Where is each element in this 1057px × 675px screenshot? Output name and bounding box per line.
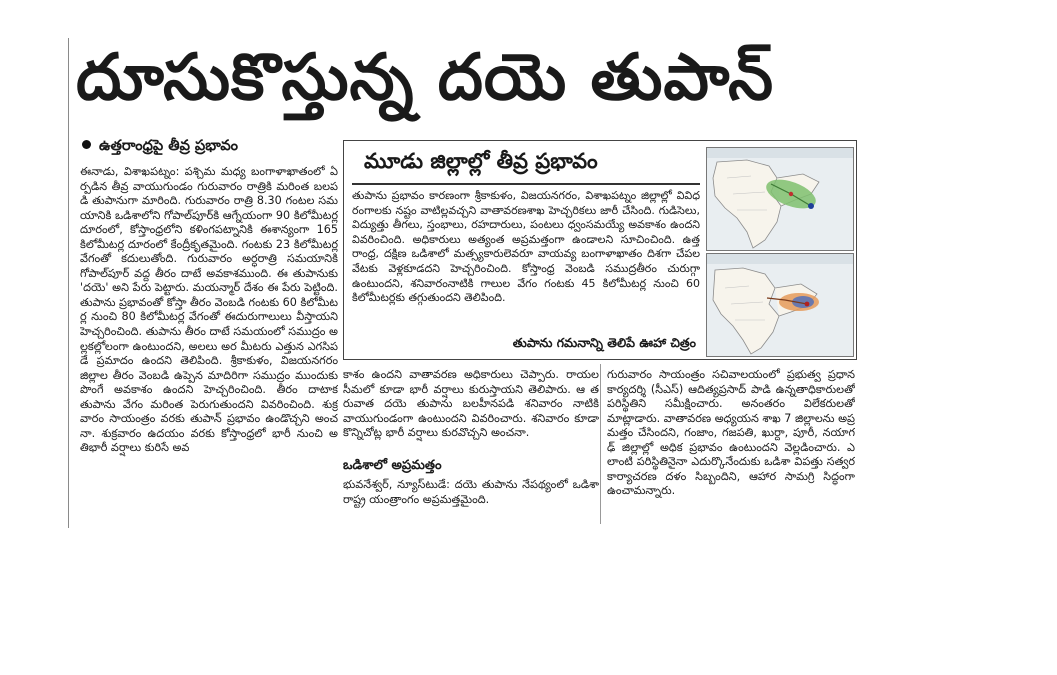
map-caption: తుపాను గమనాన్ని తెలిపే ఊహా చిత్రం [512,335,696,350]
box-title-rule [352,183,700,185]
cyclone-track-map-2 [706,253,854,357]
article-column-2: కాశం ఉందని వాతావరణ అధికారులు చెప్పారు. రాయలసీమలో కూడా భారీ వర్షాలు కురుస్తాయని తెలిపారు. ఆ తరువాత దయె తుపాను బలహీనపడి శనివారం నాటికి వాయుగుండంగా ఉంటుందని వివరించారు. శనివారం కూడా కొన్నిచోట్ల భారీ వర్షాలు కురవొచ్చని అంచనా. [343,368,599,440]
left-column-rule [68,38,69,528]
subsection-heading: ఒడిశాలో అప్రమత్తం [343,458,442,473]
article-column-3: గురువారం సాయంత్రం సచివాలయంలో ప్రభుత్వ ప్రధాన కార్యదర్శి (సీఎస్) ఆదిత్యప్రసాద్ పాడి ఉన్నతాధికారులతో పరిస్థితిని సమీక్షించారు. అనంతరం విలేకరులతో మాట్లాడారు. వాతావరణ అధ్యయన శాఖ 7 జిల్లాలను అప్రమత్తం చేసిందని, గంజాం, గజపతి, ఖుర్దా, పూరీ, నయాగఢ్ జిల్లాల్లో అధిక ప్రభావం ఉంటుందని వెల్లడించారు. ఎలాంటి పరిస్థితినైనా ఎదుర్కొనేందుకు ఒడిశా విపత్తు సత్వర కార్యాచరణ దళం సిబ్బందిని, ఆహార సామగ్రి సిద్ధంగా ఉంచామన్నారు. [607,368,855,498]
column-divider [600,364,601,524]
box-title: మూడు జిల్లాల్లో తీవ్ర ప్రభావం [364,149,598,173]
article-column-2-continued: భువనేశ్వర్, న్యూస్‌టుడే: దయె తుపాను నేపథ్యంలో ఒడిశా రాష్ట్ర యంత్రాంగం అప్రమత్తమైంది. [343,478,599,506]
map-2-graphic [707,254,853,356]
box-body: తుపాను ప్రభావం కారణంగా శ్రీకాకుళం, విజయనగరం, విశాఖపట్నం జిల్లాల్లో వివిధ రంగాలకు నష్టం వాటిల్లవచ్చని వాతావరణశాఖ హెచ్చరికలు జారీ చేసింది. గుడిసెలు, విద్యుత్తు తీగలు, స్తంభాలు, రహదారులు, పంటలు ధ్వంసమయ్యే అవకాశం ఉందని వివరించింది. అధికారులు అత్యంత అప్రమత్తంగా ఉండాలని సూచించింది. ఉత్తరాంధ్ర, దక్షిణ ఒడిశాలో మత్స్యకారులెవరూ వాయవ్య బంగాళాఖాతం దిశగా చేపల వేటకు వెళ్లకూడదని హెచ్చరించింది. కోస్తాంధ్ర వెంబడి సముద్రతీరం చురుగ్గా ఉంటుందని, శనివారంనాటికి గాలుల వేగం గంటకు 45 కిలోమీటర్ల నుంచి 60 కిలోమీటర్లకు తగ్గుతుందని తెలిపింది. [352,189,700,305]
map-1-graphic [707,148,853,250]
bullet-icon [82,140,91,149]
sidebar-box [343,140,857,360]
headline: దూసుకొస్తున్న దయె తుపాన్ [76,41,775,115]
subheading-text: ఉత్తరాంధ్రపై తీవ్ర ప్రభావం [99,138,238,154]
cyclone-track-map-1 [706,147,854,251]
subheading [82,138,238,158]
article-column-1: ఈనాడు, విశాఖపట్నం: పశ్చిమ మధ్య బంగాళాఖాతంలో ఏర్పడిన తీవ్ర వాయుగుండం గురువారం రాత్రికి మరింత బలపడి తుపానుగా మారింది. గురువారం రాత్రి 8.30 గంటల సమయానికి ఒడిశాలోని గోపాల్‌పూర్‌కి ఆగ్నేయంగా 90 కిలోమీటర్ల దూరంలో, కోస్తాంధ్రలోని కళింగపట్నానికి ఈశాన్యంగా 165 కిలోమీటర్ల దూరంలో కేంద్రీకృతమైంది. గంటకు 23 కిలోమీటర్ల వేగంతో కదులుతోంది. గురువారం అర్ధరాత్రి సమయానికి గోపాల్‌పూర్ వద్ద తీరం దాటే అవకాశముంది. ఈ తుపానుకు 'దయె' అని పేరు పెట్టారు. మయన్మార్ దేశం ఈ పేరు పెట్టింది. తుపాను ప్రభావంతో కోస్తా తీరం వెంబడి గంటకు 60 కిలోమీటర్ల నుంచి 80 కిలోమీటర్ల వేగంతో ఈదురుగాలులు వీస్తాయని హెచ్చరించింది. తుపాను తీరం దాటే సమయంలో సముద్రం అల్లకల్లోలంగా ఉంటుందని, అలలు అర మీటరు ఎత్తున ఎగసిపడే ప్రమాదం ఉందని తెలిపింది. శ్రీకాకుళం, విజయనగరం జిల్లాల తీరం వెంబడి ఉప్పెన మాదిరిగా సముద్రం ముందుకు పొంగే అవకాశం ఉందని హెచ్చరించింది. తీరం దాటాక తుపాను వేగం మరింత పెరుగుతుందని వివరించింది. శుక్రవారం సాయంత్రం వరకు తుపాన్ ప్రభావం ఉండొచ్చని అంచనా. శుక్రవారం ఉదయం వరకు కోస్తాంధ్రలో భారీ నుంచి అతిభారీ వర్షాలు కురిసే అవ [80,165,338,455]
